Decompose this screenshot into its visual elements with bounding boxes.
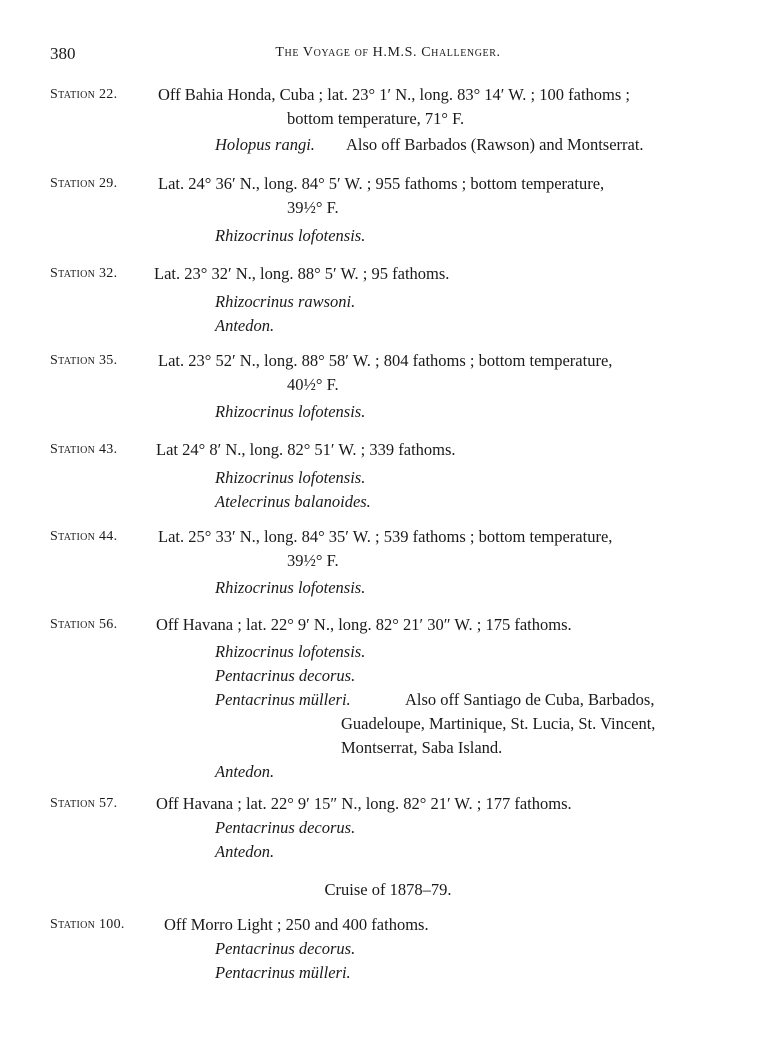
station-label: Station 56.	[50, 617, 118, 632]
species-name: Pentacrinus decorus.	[215, 818, 356, 837]
species-name: Antedon.	[215, 762, 275, 781]
station-label: Station 35.	[50, 353, 118, 368]
station-description-continued: 39½° F.	[287, 198, 339, 217]
station-label: Station 100.	[50, 917, 125, 932]
station-description-continued: 40½° F.	[287, 375, 339, 394]
station-label: Station 29.	[50, 176, 118, 191]
species-name: Pentacrinus decorus.	[215, 666, 356, 685]
species-note: Also off Santiago de Cuba, Barbados,	[405, 690, 655, 709]
station-label: Station 32.	[50, 266, 118, 281]
station-description: Lat. 24° 36′ N., long. 84° 5′ W. ; 955 fathoms ; bottom temperature,	[158, 174, 605, 193]
species-name: Rhizocrinus lofotensis.	[215, 226, 366, 245]
station-description: Lat. 23° 52′ N., long. 88° 58′ W. ; 804 fathoms ; bottom temperature,	[158, 351, 613, 370]
station-description: Lat. 23° 32′ N., long. 88° 5′ W. ; 95 fathoms.	[154, 264, 450, 283]
species-note-continued: Guadeloupe, Martinique, St. Lucia, St. Vincent,	[341, 714, 656, 733]
species-name: Rhizocrinus lofotensis.	[215, 402, 366, 421]
species-name: Pentacrinus decorus.	[215, 939, 356, 958]
station-description-continued: bottom temperature, 71° F.	[287, 109, 465, 128]
page-number: 380	[50, 44, 76, 63]
station-label: Station 57.	[50, 796, 118, 811]
station-label: Station 22.	[50, 87, 118, 102]
species-name: Rhizocrinus rawsoni.	[215, 292, 356, 311]
species-note-continued: Montserrat, Saba Island.	[341, 738, 503, 757]
species-note: Also off Barbados (Rawson) and Montserrat.	[346, 135, 644, 154]
species-name: Antedon.	[215, 842, 275, 861]
station-description: Lat 24° 8′ N., long. 82° 51′ W. ; 339 fathoms.	[156, 440, 456, 459]
station-description: Off Morro Light ; 250 and 400 fathoms.	[164, 915, 429, 934]
station-description-continued: 39½° F.	[287, 551, 339, 570]
station-description: Off Bahia Honda, Cuba ; lat. 23° 1′ N., long. 83° 14′ W. ; 100 fathoms ;	[158, 85, 630, 104]
species-name: Pentacrinus mülleri.	[215, 963, 351, 982]
cruise-heading: Cruise of 1878–79.	[324, 880, 452, 899]
station-description: Off Havana ; lat. 22° 9′ 15″ N., long. 82° 21′ W. ; 177 fathoms.	[156, 794, 572, 813]
station-label: Station 43.	[50, 442, 118, 457]
station-description: Off Havana ; lat. 22° 9′ N., long. 82° 21′ 30″ W. ; 175 fathoms.	[156, 615, 572, 634]
station-description: Lat. 25° 33′ N., long. 84° 35′ W. ; 539 fathoms ; bottom temperature,	[158, 527, 613, 546]
species-name: Atelecrinus balanoides.	[215, 492, 371, 511]
species-name: Pentacrinus mülleri.	[215, 690, 351, 709]
species-name: Rhizocrinus lofotensis.	[215, 468, 366, 487]
species-name: Rhizocrinus lofotensis.	[215, 642, 366, 661]
running-title: The Voyage of H.M.S. Challenger.	[275, 45, 501, 60]
station-label: Station 44.	[50, 529, 118, 544]
species-name: Holopus rangi.	[215, 135, 315, 154]
page-header	[50, 44, 726, 68]
species-name: Antedon.	[215, 316, 275, 335]
species-name: Rhizocrinus lofotensis.	[215, 578, 366, 597]
